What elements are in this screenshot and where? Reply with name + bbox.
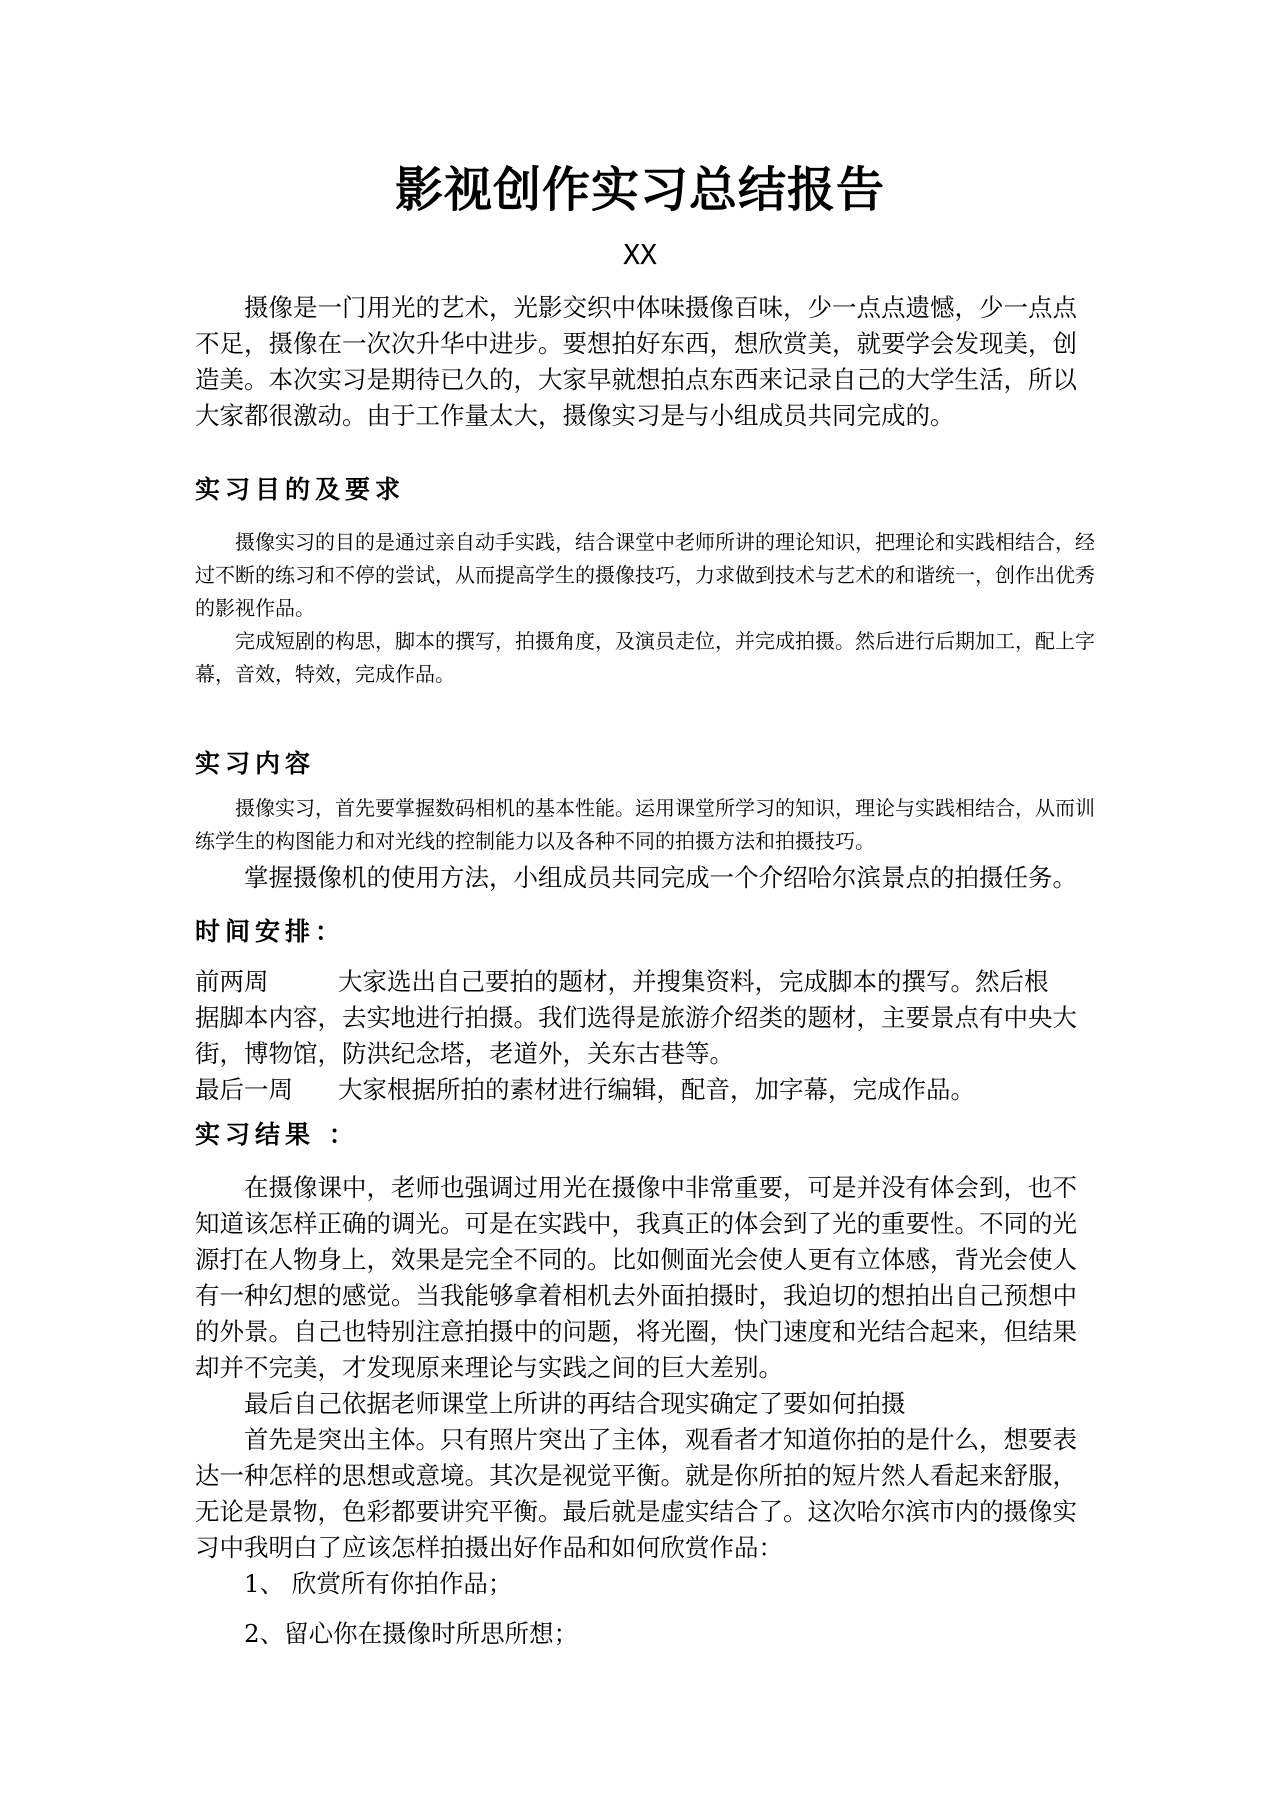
results-body <box>195 1170 1095 1652</box>
document-author: XX <box>623 238 657 271</box>
results-list-item: 1、 欣赏所有你拍作品； <box>244 1569 513 1598</box>
schedule-list <box>195 964 1095 1108</box>
schedule-period: 最后一周 <box>195 1075 293 1104</box>
schedule-text: 大家根据所拍的素材进行编辑，配音，加字幕，完成作品。 <box>338 1075 975 1104</box>
section-heading-schedule: 时间安排： <box>195 917 346 946</box>
section-heading-content: 实习内容 <box>195 749 316 778</box>
content-paragraph-1: 摄像实习，首先要掌握数码相机的基本性能。运用课堂所学习的知识，理论与实践相结合，从而训练学生的构图能力和对光线的控制能力以及各种不同的拍摄方法和拍摄技巧。 <box>195 796 1095 853</box>
results-list-item: 2、留心你在摄像时所思所想； <box>244 1619 579 1648</box>
schedule-text: 大家选出自己要拍的题材，并搜集资料，完成脚本的撰写。然后根 <box>338 967 1049 996</box>
results-paragraph-2: 最后自己依据老师课堂上所讲的再结合现实确定了要如何拍摄 <box>244 1389 906 1418</box>
schedule-text-continued: 据脚本内容，去实地进行拍摄。我们选得是旅游介绍类的题材，主要景点有中央大街，博物馆，防洪纪念塔，老道外，关东古巷等。 <box>195 1003 1077 1068</box>
section-heading-results: 实习结果 ： <box>195 1120 359 1149</box>
schedule-row <box>195 964 1095 1000</box>
schedule-period: 前两周 <box>195 967 269 996</box>
results-paragraph-3: 首先是突出主体。只有照片突出了主体，观看者才知道你拍的是什么，想要表达一种怎样的思想或意境。其次是视觉平衡。就是你所拍的短片然人看起来舒服，无论是景物，色彩都要讲究平衡。最后就是虚实结合了。这次哈尔滨市内的摄像实习中我明白了应该怎样拍摄出好作品和如何欣赏作品： <box>195 1425 1077 1562</box>
document-title: 影视创作实习总结报告 <box>394 162 885 218</box>
schedule-row <box>195 1072 1095 1108</box>
intro-paragraph: 摄像是一门用光的艺术，光影交织中体味摄像百味，少一点点遗憾，少一点点不足，摄像在一次次升华中进步。要想拍好东西，想欣赏美，就要学会发现美，创造美。本次实习是期待已久的，大家早就想拍点东西来记录自己的大学生活，所以大家都很激动。由于工作量太大，摄像实习是与小组成员共同完成的。 <box>195 293 1077 430</box>
purpose-paragraph-2: 完成短剧的构思，脚本的撰写，拍摄角度，及演员走位，并完成拍摄。然后进行后期加工，配上字幕，音效，特效，完成作品。 <box>195 629 1095 686</box>
section-heading-purpose: 实习目的及要求 <box>195 475 406 504</box>
results-paragraph-1: 在摄像课中，老师也强调过用光在摄像中非常重要，可是并没有体会到，也不知道该怎样正确的调光。可是在实践中，我真正的体会到了光的重要性。不同的光源打在人物身上，效果是完全不同的。比如侧面光会使人更有立体感，背光会使人有一种幻想的感觉。当我能够拿着相机去外面拍摄时，我迫切的想拍出自己预想中的外景。自己也特别注意拍摄中的问题，将光圈，快门速度和光结合起来，但结果却并不完美，才发现原来理论与实践之间的巨大差别。 <box>195 1173 1077 1382</box>
purpose-paragraph-1: 摄像实习的目的是通过亲自动手实践，结合课堂中老师所讲的理论知识，把理论和实践相结合，经过不断的练习和不停的尝试，从而提高学生的摄像技巧，力求做到技术与艺术的和谐统一，创作出优秀的影视作品。 <box>195 530 1095 620</box>
content-paragraph-2: 掌握摄像机的使用方法，小组成员共同完成一个介绍哈尔滨景点的拍摄任务。 <box>244 863 1077 892</box>
